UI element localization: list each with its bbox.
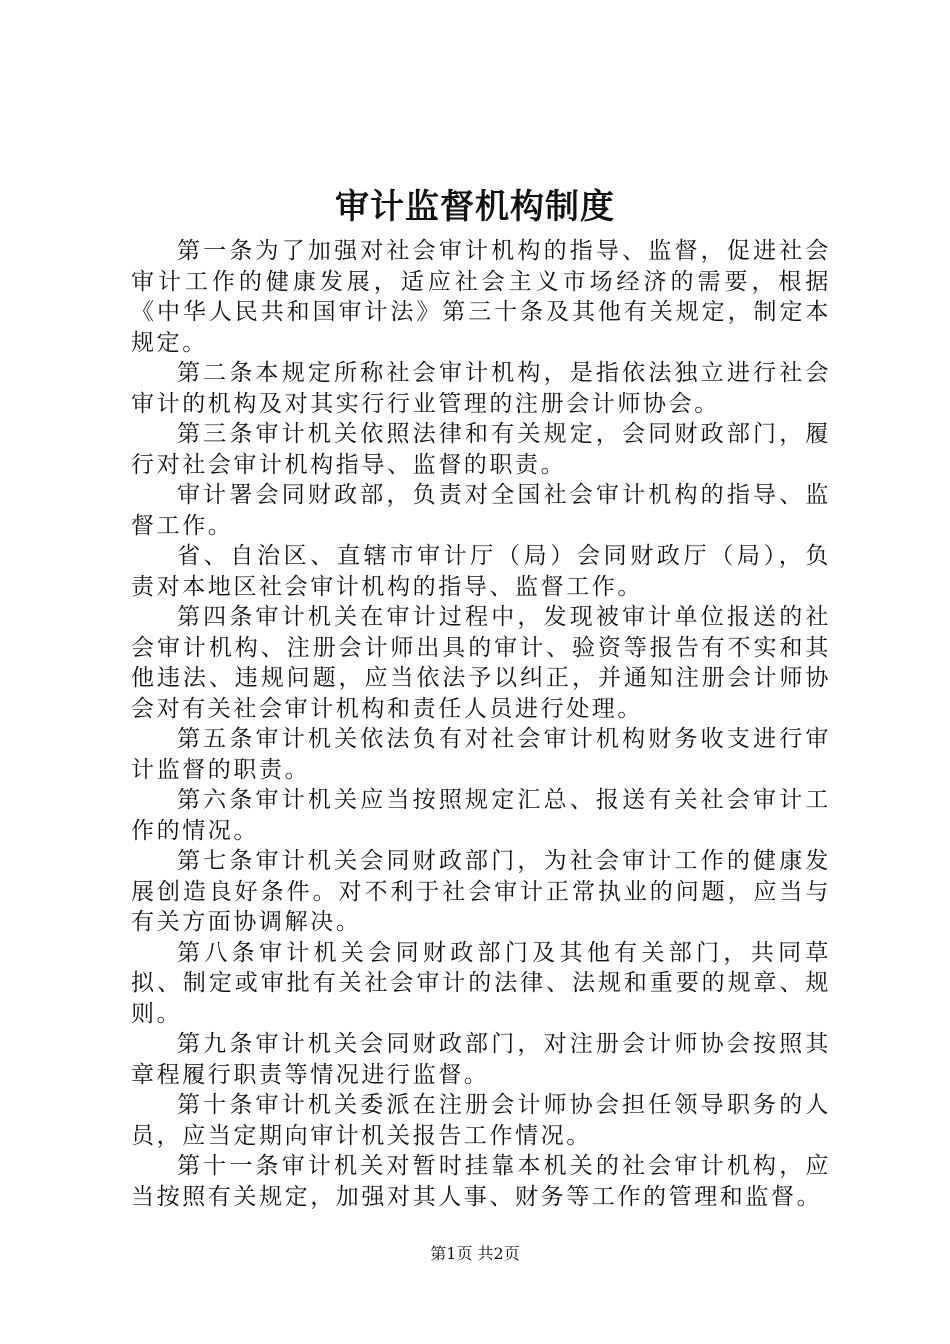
page-footer: 第1页 共2页: [430, 1244, 520, 1263]
paragraph: 第十一条审计机关对暂时挂靠本机关的社会审计机构，应当按照有关规定，加强对其人事、财务等工作的管理和监督。: [131, 1153, 831, 1210]
paragraph: 第一条为了加强对社会审计机构的指导、监督，促进社会审计工作的健康发展，适应社会主义市场经济的需要，根据《中华人民共和国审计法》第三十条及其他有关规定，制定本规定。: [131, 238, 831, 356]
paragraph: 第八条审计机关会同财政部门及其他有关部门，共同草拟、制定或审批有关社会审计的法律、法规和重要的规章、规则。: [131, 939, 831, 1027]
paragraph: 第二条本规定所称社会审计机构，是指依法独立进行社会审计的机构及对其实行行业管理的注册会计师协会。: [131, 360, 831, 417]
document-body: [131, 236, 831, 1212]
page-title: 审计监督机构制度: [335, 187, 615, 227]
paragraph: 第四条审计机关在审计过程中，发现被审计单位报送的社会审计机构、注册会计师出具的审计、验资等报告有不实和其他违法、违规问题，应当依法予以纠正，并通知注册会计师协会对有关社会审计机构和责任人员进行处理。: [131, 604, 831, 722]
paragraph: 第七条审计机关会同财政部门，为社会审计工作的健康发展创造良好条件。对不利于社会审计正常执业的问题，应当与有关方面协调解决。: [131, 848, 831, 935]
paragraph: 第五条审计机关依法负有对社会审计机构财务收支进行审计监督的职责。: [131, 726, 831, 783]
paragraph: 第十条审计机关委派在注册会计师协会担任领导职务的人员，应当定期向审计机关报告工作情况。: [131, 1092, 831, 1149]
paragraph: 第三条审计机关依照法律和有关规定，会同财政部门，履行对社会审计机构指导、监督的职责。: [131, 421, 831, 478]
paragraph: 第六条审计机关应当按照规定汇总、报送有关社会审计工作的情况。: [131, 787, 831, 844]
paragraph: 省、自治区、直辖市审计厅（局）会同财政厅（局），负责对本地区社会审计机构的指导、监督工作。: [131, 543, 831, 600]
paragraph: 审计署会同财政部，负责对全国社会审计机构的指导、监督工作。: [131, 482, 831, 539]
paragraph: 第九条审计机关会同财政部门，对注册会计师协会按照其章程履行职责等情况进行监督。: [131, 1031, 831, 1088]
